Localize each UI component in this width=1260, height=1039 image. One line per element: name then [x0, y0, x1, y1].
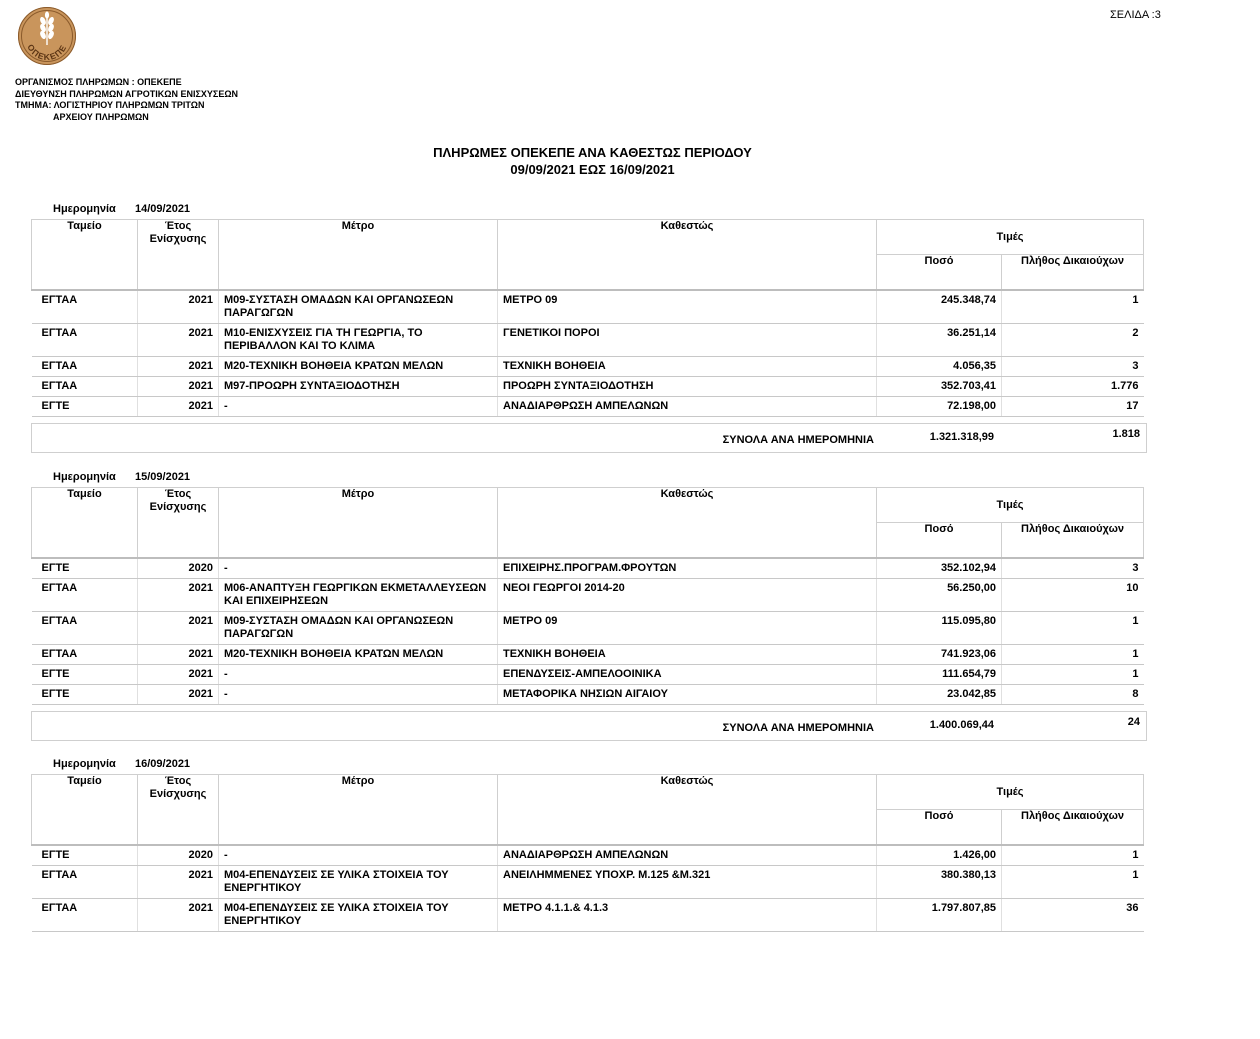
row-amount: 23.042,85 — [877, 685, 1002, 705]
row-etos: 2021 — [138, 397, 219, 417]
header-plithos: Πλήθος Δικαιούχων — [1002, 255, 1144, 291]
row-etos: 2021 — [138, 665, 219, 685]
row-metro: Μ09-ΣΥΣΤΑΣΗ ΟΜΑΔΩΝ ΚΑΙ ΟΡΓΑΝΩΣΕΩΝ ΠΑΡΑΓΩΓΩΝ — [219, 612, 498, 645]
row-etos: 2021 — [138, 612, 219, 645]
row-amount: 1.426,00 — [877, 845, 1002, 866]
table-row — [32, 645, 1144, 665]
organization-block — [15, 77, 238, 123]
row-kathestos: ΝΕΟΙ ΓΕΩΡΓΟΙ 2014-20 — [498, 579, 877, 612]
row-tamio: ΕΓΤΕ — [32, 558, 138, 579]
date-totals-row — [31, 423, 1147, 453]
table-row — [32, 290, 1144, 324]
row-kathestos: ΓΕΝΕΤΙΚΟΙ ΠΟΡΟΙ — [498, 324, 877, 357]
row-tamio: ΕΓΤΑΑ — [32, 324, 138, 357]
row-metro: Μ97-ΠΡΟΩΡΗ ΣΥΝΤΑΞΙΟΔΟΤΗΣΗ — [219, 377, 498, 397]
payments-table — [31, 219, 1144, 417]
totals-label: ΣΥΝΟΛΑ ΑΝΑ ΗΜΕΡΟΜΗΝΙΑ — [722, 434, 874, 446]
table-body — [32, 845, 1144, 932]
row-amount: 36.251,14 — [877, 324, 1002, 357]
page-number: ΣΕΛΙΔΑ :3 — [1110, 9, 1161, 21]
row-metro: Μ20-ΤΕΧΝΙΚΗ ΒΟΗΘΕΙΑ ΚΡΑΤΩΝ ΜΕΛΩΝ — [219, 357, 498, 377]
section-date: 15/09/2021 — [135, 471, 191, 483]
header-metro: Μέτρο — [219, 775, 498, 846]
date-label: Ημερομηνία — [53, 471, 116, 483]
row-beneficiaries: 8 — [1002, 685, 1144, 705]
table-row — [32, 357, 1144, 377]
row-metro: - — [219, 558, 498, 579]
table-row — [32, 899, 1144, 932]
header-kathestos: Καθεστώς — [498, 220, 877, 291]
section-date-line — [53, 203, 190, 215]
row-beneficiaries: 3 — [1002, 558, 1144, 579]
header-kathestos: Καθεστώς — [498, 775, 877, 846]
row-amount: 380.380,13 — [877, 866, 1002, 899]
row-kathestos: ΜΕΤΑΦΟΡΙΚΑ ΝΗΣΙΩΝ ΑΙΓΑΙΟΥ — [498, 685, 877, 705]
row-kathestos: ΕΠΙΧΕΙΡΗΣ.ΠΡΟΓΡΑΜ.ΦΡΟΥΤΩΝ — [498, 558, 877, 579]
row-tamio: ΕΓΤΕ — [32, 845, 138, 866]
row-etos: 2021 — [138, 866, 219, 899]
row-amount: 115.095,80 — [877, 612, 1002, 645]
totals-label: ΣΥΝΟΛΑ ΑΝΑ ΗΜΕΡΟΜΗΝΙΑ — [722, 722, 874, 734]
row-kathestos: ΜΕΤΡΟ 4.1.1.& 4.1.3 — [498, 899, 877, 932]
row-metro: - — [219, 397, 498, 417]
table-row — [32, 579, 1144, 612]
payments-table — [31, 774, 1144, 932]
header-times: Τιμές — [877, 220, 1144, 255]
row-kathestos: ΠΡΟΩΡΗ ΣΥΝΤΑΞΙΟΔΟΤΗΣΗ — [498, 377, 877, 397]
row-amount: 245.348,74 — [877, 290, 1002, 324]
row-etos: 2020 — [138, 558, 219, 579]
row-etos: 2021 — [138, 290, 219, 324]
total-amount: 1.400.069,44 — [929, 719, 994, 731]
table-row — [32, 324, 1144, 357]
section-date: 14/09/2021 — [135, 203, 191, 215]
row-amount: 1.797.807,85 — [877, 899, 1002, 932]
row-beneficiaries: 10 — [1002, 579, 1144, 612]
row-metro: Μ09-ΣΥΣΤΑΣΗ ΟΜΑΔΩΝ ΚΑΙ ΟΡΓΑΝΩΣΕΩΝ ΠΑΡΑΓΩΓΩΝ — [219, 290, 498, 324]
row-etos: 2021 — [138, 377, 219, 397]
section-date: 16/09/2021 — [135, 758, 191, 770]
row-beneficiaries: 1 — [1002, 845, 1144, 866]
date-totals-row — [31, 711, 1147, 741]
row-beneficiaries: 1.776 — [1002, 377, 1144, 397]
row-kathestos: ΑΝΑΔΙΑΡΘΡΩΣΗ ΑΜΠΕΛΩΝΩΝ — [498, 845, 877, 866]
row-metro: - — [219, 845, 498, 866]
table-row — [32, 866, 1144, 899]
total-count: 24 — [1127, 716, 1140, 728]
opekepe-logo — [17, 5, 77, 67]
row-kathestos: ΜΕΤΡΟ 09 — [498, 612, 877, 645]
row-kathestos: ΜΕΤΡΟ 09 — [498, 290, 877, 324]
row-metro: Μ20-ΤΕΧΝΙΚΗ ΒΟΗΘΕΙΑ ΚΡΑΤΩΝ ΜΕΛΩΝ — [219, 645, 498, 665]
header-plithos: Πλήθος Δικαιούχων — [1002, 810, 1144, 846]
row-kathestos: ΤΕΧΝΙΚΗ ΒΟΗΘΕΙΑ — [498, 357, 877, 377]
header-tamio: Ταμείο — [32, 488, 138, 559]
row-metro: Μ10-ΕΝΙΣΧΥΣΕΙΣ ΓΙΑ ΤΗ ΓΕΩΡΓΙΑ, ΤΟ ΠΕΡΙΒΑΛΛΟΝ ΚΑΙ ΤΟ ΚΛΙΜΑ — [219, 324, 498, 357]
row-beneficiaries: 1 — [1002, 866, 1144, 899]
header-kathestos: Καθεστώς — [498, 488, 877, 559]
row-tamio: ΕΓΤΕ — [32, 397, 138, 417]
row-etos: 2021 — [138, 645, 219, 665]
row-etos: 2021 — [138, 357, 219, 377]
org-line-2: ΔΙΕΥΘΥΝΣΗ ΠΛΗΡΩΜΩΝ ΑΓΡΟΤΙΚΩΝ ΕΝΙΣΧΥΣΕΩΝ — [15, 88, 239, 99]
row-etos: 2021 — [138, 685, 219, 705]
table-body — [32, 558, 1144, 705]
header-metro: Μέτρο — [219, 488, 498, 559]
row-beneficiaries: 3 — [1002, 357, 1144, 377]
row-tamio: ΕΓΤΑΑ — [32, 645, 138, 665]
row-amount: 4.056,35 — [877, 357, 1002, 377]
row-beneficiaries: 1 — [1002, 645, 1144, 665]
section-date-line — [53, 758, 190, 770]
table-body — [32, 290, 1144, 417]
header-etos: Έτος Ενίσχυσης — [138, 220, 219, 291]
row-kathestos: ΤΕΧΝΙΚΗ ΒΟΗΘΕΙΑ — [498, 645, 877, 665]
total-amount: 1.321.318,99 — [929, 431, 994, 443]
row-amount: 72.198,00 — [877, 397, 1002, 417]
row-amount: 352.102,94 — [877, 558, 1002, 579]
org-line-4: ΑΡΧΕΙΟΥ ΠΛΗΡΩΜΩΝ — [53, 111, 149, 122]
header-etos: Έτος Ενίσχυσης — [138, 488, 219, 559]
table-row — [32, 665, 1144, 685]
org-line-1: ΟΡΓΑΝΙΣΜΟΣ ΠΛΗΡΩΜΩΝ : ΟΠΕΚΕΠΕ — [15, 77, 182, 87]
table-row — [32, 612, 1144, 645]
row-etos: 2020 — [138, 845, 219, 866]
row-tamio: ΕΓΤΑΑ — [32, 290, 138, 324]
header-etos: Έτος Ενίσχυσης — [138, 775, 219, 846]
row-beneficiaries: 1 — [1002, 612, 1144, 645]
section-date-line — [53, 471, 190, 483]
row-metro: Μ04-ΕΠΕΝΔΥΣΕΙΣ ΣΕ ΥΛΙΚΑ ΣΤΟΙΧΕΙΑ ΤΟΥ ΕΝΕΡΓΗΤΙΚΟΥ — [219, 866, 498, 899]
row-tamio: ΕΓΤΑΑ — [32, 357, 138, 377]
header-poso: Ποσό — [877, 810, 1002, 846]
row-tamio: ΕΓΤΕ — [32, 685, 138, 705]
row-beneficiaries: 17 — [1002, 397, 1144, 417]
row-tamio: ΕΓΤΑΑ — [32, 579, 138, 612]
row-metro: - — [219, 685, 498, 705]
date-label: Ημερομηνία — [53, 203, 116, 215]
header-tamio: Ταμείο — [32, 775, 138, 846]
header-poso: Ποσό — [877, 255, 1002, 291]
table-row — [32, 558, 1144, 579]
row-amount: 352.703,41 — [877, 377, 1002, 397]
row-kathestos: ΑΝΑΔΙΑΡΘΡΩΣΗ ΑΜΠΕΛΩΝΩΝ — [498, 397, 877, 417]
row-etos: 2021 — [138, 579, 219, 612]
row-tamio: ΕΓΤΕ — [32, 665, 138, 685]
row-amount: 56.250,00 — [877, 579, 1002, 612]
row-kathestos: ΑΝΕΙΛΗΜΜΕΝΕΣ ΥΠΟΧΡ. Μ.125 &Μ.321 — [498, 866, 877, 899]
row-tamio: ΕΓΤΑΑ — [32, 899, 138, 932]
row-tamio: ΕΓΤΑΑ — [32, 866, 138, 899]
total-count: 1.818 — [1112, 428, 1140, 440]
row-metro: Μ04-ΕΠΕΝΔΥΣΕΙΣ ΣΕ ΥΛΙΚΑ ΣΤΟΙΧΕΙΑ ΤΟΥ ΕΝΕΡΓΗΤΙΚΟΥ — [219, 899, 498, 932]
row-kathestos: ΕΠΕΝΔΥΣΕΙΣ-ΑΜΠΕΛΟΟΙΝΙΚΑ — [498, 665, 877, 685]
table-row — [32, 845, 1144, 866]
header-metro: Μέτρο — [219, 220, 498, 291]
row-tamio: ΕΓΤΑΑ — [32, 612, 138, 645]
payments-table — [31, 487, 1144, 705]
header-tamio: Ταμείο — [32, 220, 138, 291]
date-label: Ημερομηνία — [53, 758, 116, 770]
row-metro: - — [219, 665, 498, 685]
table-row — [32, 397, 1144, 417]
row-amount: 111.654,79 — [877, 665, 1002, 685]
table-row — [32, 377, 1144, 397]
header-poso: Ποσό — [877, 523, 1002, 559]
org-line-3: ΤΜΗΜΑ: ΛΟΓΙΣΤΗΡΙΟΥ ΠΛΗΡΩΜΩΝ ΤΡΙΤΩΝ — [15, 100, 205, 110]
report-period: 09/09/2021 ΕΩΣ 16/09/2021 — [510, 162, 675, 177]
header-plithos: Πλήθος Δικαιούχων — [1002, 523, 1144, 559]
row-etos: 2021 — [138, 324, 219, 357]
row-etos: 2021 — [138, 899, 219, 932]
report-title: ΠΛΗΡΩΜΕΣ ΟΠΕΚΕΠΕ ΑΝΑ ΚΑΘΕΣΤΩΣ ΠΕΡΙΟΔΟΥ — [433, 145, 752, 160]
svg-text:ΟΠΕΚΕΠΕ: ΟΠΕΚΕΠΕ — [25, 42, 69, 63]
row-beneficiaries: 1 — [1002, 290, 1144, 324]
header-times: Τιμές — [877, 775, 1144, 810]
row-metro: Μ06-ΑΝΑΠΤΥΞΗ ΓΕΩΡΓΙΚΩΝ ΕΚΜΕΤΑΛΛΕΥΣΕΩΝ ΚΑΙ ΕΠΙΧΕΙΡΗΣΕΩΝ — [219, 579, 498, 612]
header-times: Τιμές — [877, 488, 1144, 523]
row-beneficiaries: 1 — [1002, 665, 1144, 685]
row-tamio: ΕΓΤΑΑ — [32, 377, 138, 397]
row-amount: 741.923,06 — [877, 645, 1002, 665]
row-beneficiaries: 2 — [1002, 324, 1144, 357]
table-row — [32, 685, 1144, 705]
row-beneficiaries: 36 — [1002, 899, 1144, 932]
